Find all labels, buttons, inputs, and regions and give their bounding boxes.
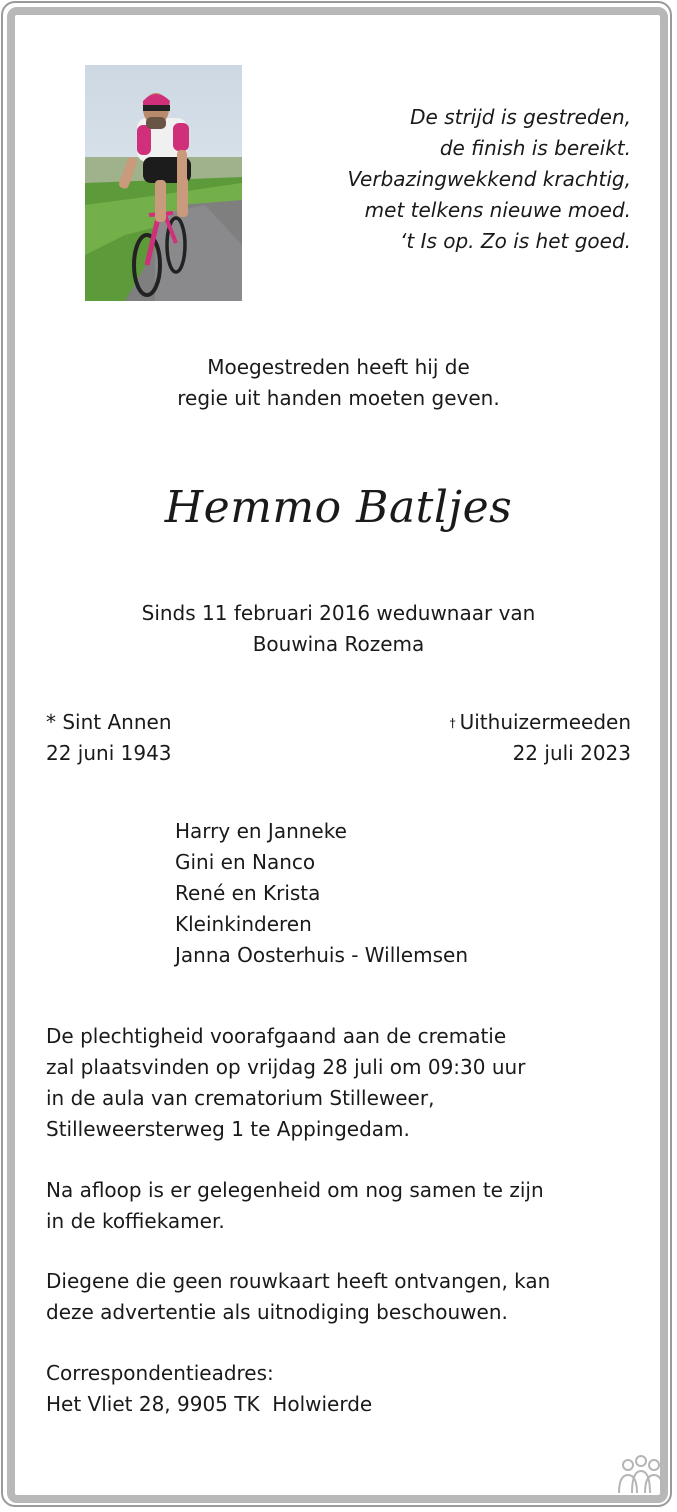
birth-symbol: *	[46, 710, 56, 734]
invitation-paragraph	[46, 1266, 550, 1328]
ceremony-line: De plechtigheid voorafgaand aan de crematie	[46, 1024, 507, 1048]
birth-info	[46, 707, 172, 769]
invitation-line: deze advertentie als uitnodiging beschouwen.	[46, 1300, 508, 1324]
widower-line: Sinds 11 februari 2016 weduwnaar van	[141, 601, 536, 625]
family-member: Janna Oosterhuis - Willemsen	[175, 943, 468, 967]
widower-text	[0, 598, 677, 660]
deceased-name: Hemmo Batljes	[164, 482, 513, 533]
intro-text	[0, 352, 677, 414]
portrait-photo	[85, 65, 242, 301]
poem-line: De strijd is gestreden,	[410, 105, 631, 129]
correspondence-paragraph	[46, 1358, 372, 1420]
family-member: Kleinkinderen	[175, 912, 312, 936]
poem-line: met telkens nieuwe moed.	[364, 198, 631, 222]
reception-paragraph	[46, 1175, 544, 1237]
correspondence-line: Het Vliet 28, 9905 TK Holwierde	[46, 1392, 373, 1416]
death-info	[450, 707, 631, 769]
reception-line: Na afloop is er gelegenheid om nog samen te zijn	[46, 1178, 544, 1202]
birth-date: 22 juni 1943	[46, 741, 172, 765]
ceremony-paragraph	[46, 1021, 525, 1145]
family-logo-icon	[616, 1453, 666, 1499]
family-member: Harry en Janneke	[175, 819, 347, 843]
poem	[348, 102, 631, 257]
birth-place: Sint Annen	[62, 710, 172, 734]
poem-line: de finish is bereikt.	[439, 136, 631, 160]
death-symbol: †	[449, 716, 456, 730]
poem-line: ‘t Is op. Zo is het goed.	[400, 229, 631, 253]
ceremony-line: zal plaatsvinden op vrijdag 28 juli om 09:30 uur	[46, 1055, 526, 1079]
death-date: 22 juli 2023	[512, 741, 631, 765]
correspondence-line: Correspondentieadres:	[46, 1361, 274, 1385]
ceremony-line: in de aula van crematorium Stilleweer,	[46, 1086, 435, 1110]
ceremony-line: Stilleweersterweg 1 te Appingedam.	[46, 1117, 410, 1141]
invitation-line: Diegene die geen rouwkaart heeft ontvangen, kan	[46, 1269, 551, 1293]
family-member: Gini en Nanco	[175, 850, 316, 874]
reception-line: in de koffiekamer.	[46, 1209, 225, 1233]
intro-line: Moegestreden heeft hij de	[207, 355, 470, 379]
family-member: René en Krista	[175, 881, 321, 905]
intro-line: regie uit handen moeten geven.	[177, 386, 500, 410]
family-list	[175, 816, 468, 971]
poem-line: Verbazingwekkend krachtig,	[347, 167, 631, 191]
widower-line: Bouwina Rozema	[252, 632, 425, 656]
death-place: Uithuizermeeden	[459, 710, 631, 734]
